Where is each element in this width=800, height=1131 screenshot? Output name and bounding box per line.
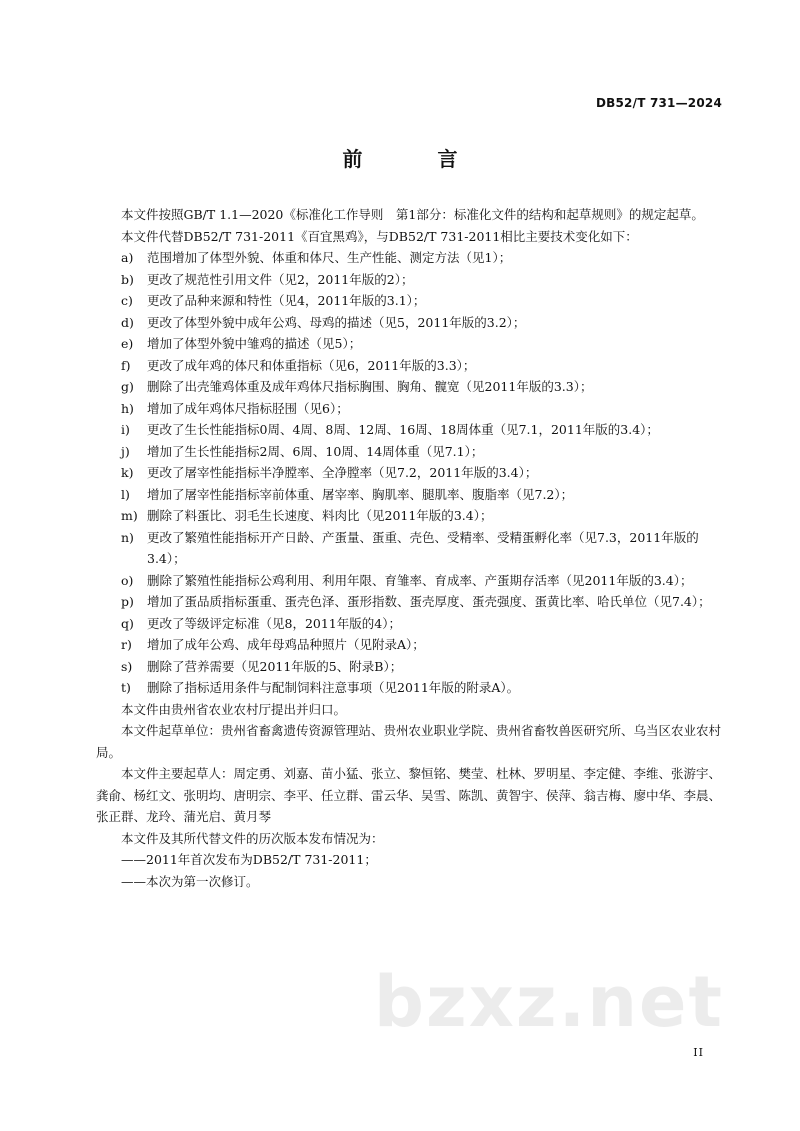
list-item-label: o) <box>121 572 134 588</box>
list-item <box>96 419 724 441</box>
list-item <box>96 355 724 377</box>
list-item <box>96 484 724 506</box>
list-item-label: q) <box>121 615 134 631</box>
history-intro: 本文件及其所代替文件的历次版本发布情况为： <box>121 830 384 846</box>
intro-paragraph: 本文件代替DB52/T 731-2011《百宜黑鸡》，与DB52/T 731-2011相比主要技术变化如下： <box>121 228 638 244</box>
list-item-text: 更改了体型外貌中成年公鸡、母鸡的描述（见5，2011年版的3.2）； <box>147 314 526 330</box>
list-item <box>96 634 724 656</box>
list-item-text: 增加了屠宰性能指标宰前体重、屠宰率、胸肌率、腿肌率、腹脂率（见7.2）； <box>147 486 574 502</box>
list-item <box>96 312 724 334</box>
list-item-text: 增加了体型外貌中雏鸡的描述（见5）； <box>147 336 362 351</box>
list-item-text: 更改了成年鸡的体尺和体重指标（见6，2011年版的3.3）； <box>147 357 476 373</box>
list-item-label: a) <box>121 250 134 265</box>
list-item-label: f) <box>121 357 131 373</box>
list-item-text: 范围增加了体型外貌、体重和体尺、生产性能、测定方法（见1）； <box>147 250 512 265</box>
page-number: II <box>693 1046 704 1059</box>
list-item-label: b) <box>121 271 134 287</box>
changes-list <box>96 247 724 699</box>
list-item <box>96 505 724 527</box>
list-item-text: 增加了蛋品质指标蛋重、蛋壳色泽、蛋形指数、蛋壳厚度、蛋壳强度、蛋黄比率、哈氏单位（见7.4）； <box>147 594 711 609</box>
list-item <box>96 656 724 678</box>
list-item-text: 更改了屠宰性能指标半净膛率、全净膛率（见7.2，2011年版的3.4）； <box>147 465 538 480</box>
list-item <box>96 441 724 463</box>
list-item-text: 更改了生长性能指标0周、4周、8周、12周、16周、18周体重（见7.1，2011年版的3.4）； <box>147 422 659 437</box>
history-item: ——2011年首次发布为DB52/T 731-2011； <box>121 852 377 867</box>
list-item-label: r) <box>121 637 132 652</box>
list-item <box>96 591 724 613</box>
list-item-text: 增加了生长性能指标2周、6周、10周、14周体重（见7.1）； <box>147 443 484 459</box>
intro-paragraph: 本文件按照GB/T 1.1—2020《标准化工作导则 第1部分：标准化文件的结构和起草规则》的规定起草。 <box>121 207 704 222</box>
list-item-text: 增加了成年公鸡、成年母鸡品种照片（见附录A）； <box>147 637 425 652</box>
list-item-label: l) <box>121 486 130 502</box>
list-item-label: g) <box>121 379 134 394</box>
list-item <box>96 269 724 291</box>
list-item <box>96 290 724 312</box>
list-item-text: 增加了成年鸡体尺指标胫围（见6）； <box>147 400 349 416</box>
list-item-label: t) <box>121 680 131 695</box>
history-item: ——本次为第一次修订。 <box>121 873 259 889</box>
list-item-text: 删除了出壳雏鸡体重及成年鸡体尺指标胸围、胸角、髋宽（见2011年版的3.3）； <box>147 379 593 394</box>
list-item <box>96 613 724 635</box>
list-item-label: d) <box>121 314 134 330</box>
list-item-text: 更改了品种来源和特性（见4，2011年版的3.1）； <box>147 293 426 308</box>
list-item-label: s) <box>121 658 133 674</box>
list-item-text: 更改了规范性引用文件（见2，2011年版的2）； <box>147 271 414 287</box>
list-item-label: h) <box>121 400 134 416</box>
list-item <box>96 462 724 484</box>
list-item <box>96 527 724 570</box>
page-title: 前 言 <box>342 147 492 171</box>
list-item-label: m) <box>121 508 138 523</box>
list-item-label: j) <box>121 443 130 459</box>
document-code: DB52/T 731—2024 <box>596 96 722 110</box>
list-item-label: e) <box>121 336 134 351</box>
list-item-text: 删除了料蛋比、羽毛生长速度、料肉比（见2011年版的3.4）； <box>147 508 493 523</box>
list-item <box>96 376 724 398</box>
drafters-paragraph: 本文件主要起草人：周定勇、刘嘉、苗小猛、张立、黎恒铭、樊莹、杜林、罗明星、李定健、李维、张游宇、龚俞、杨红文、张明均、唐明宗、李平、任立群、雷云华、吴雪、陈凯、黄智宇、侯萍、翁吉梅、廖中华、李晨、张正群、龙玲、蒲光启、黄月琴 <box>96 766 722 824</box>
list-item-label: p) <box>121 594 134 609</box>
list-item-text: 删除了繁殖性能指标公鸡利用、利用年限、育雏率、育成率、产蛋期存活率（见2011年版的3.4）； <box>147 572 693 588</box>
list-item <box>96 570 724 592</box>
list-item <box>96 247 724 269</box>
list-item-label: n) <box>121 529 134 545</box>
watermark: bzxz.net <box>373 961 724 1043</box>
proposer-paragraph: 本文件由贵州省农业农村厅提出并归口。 <box>121 701 347 717</box>
list-item-label: k) <box>121 465 134 480</box>
list-item <box>96 398 724 420</box>
list-item-text: 删除了营养需要（见2011年版的5、附录B）； <box>147 658 403 674</box>
document-body <box>96 204 724 892</box>
list-item-label: c) <box>121 293 133 308</box>
list-item-text: 更改了等级评定标准（见8，2011年版的4）； <box>147 615 401 631</box>
list-item-text: 更改了繁殖性能指标开产日龄、产蛋量、蛋重、壳色、受精率、受精蛋孵化率（见7.3，2011年版的3.4）； <box>147 529 699 566</box>
drafting-units-paragraph: 本文件起草单位：贵州省畜禽遗传资源管理站、贵州农业职业学院、贵州省畜牧兽医研究所、乌当区农业农村局。 <box>96 723 722 760</box>
list-item <box>96 333 724 355</box>
list-item-label: i) <box>121 422 130 437</box>
list-item <box>96 677 724 699</box>
list-item-text: 删除了指标适用条件与配制饲料注意事项（见2011年版的附录A）。 <box>147 680 520 695</box>
